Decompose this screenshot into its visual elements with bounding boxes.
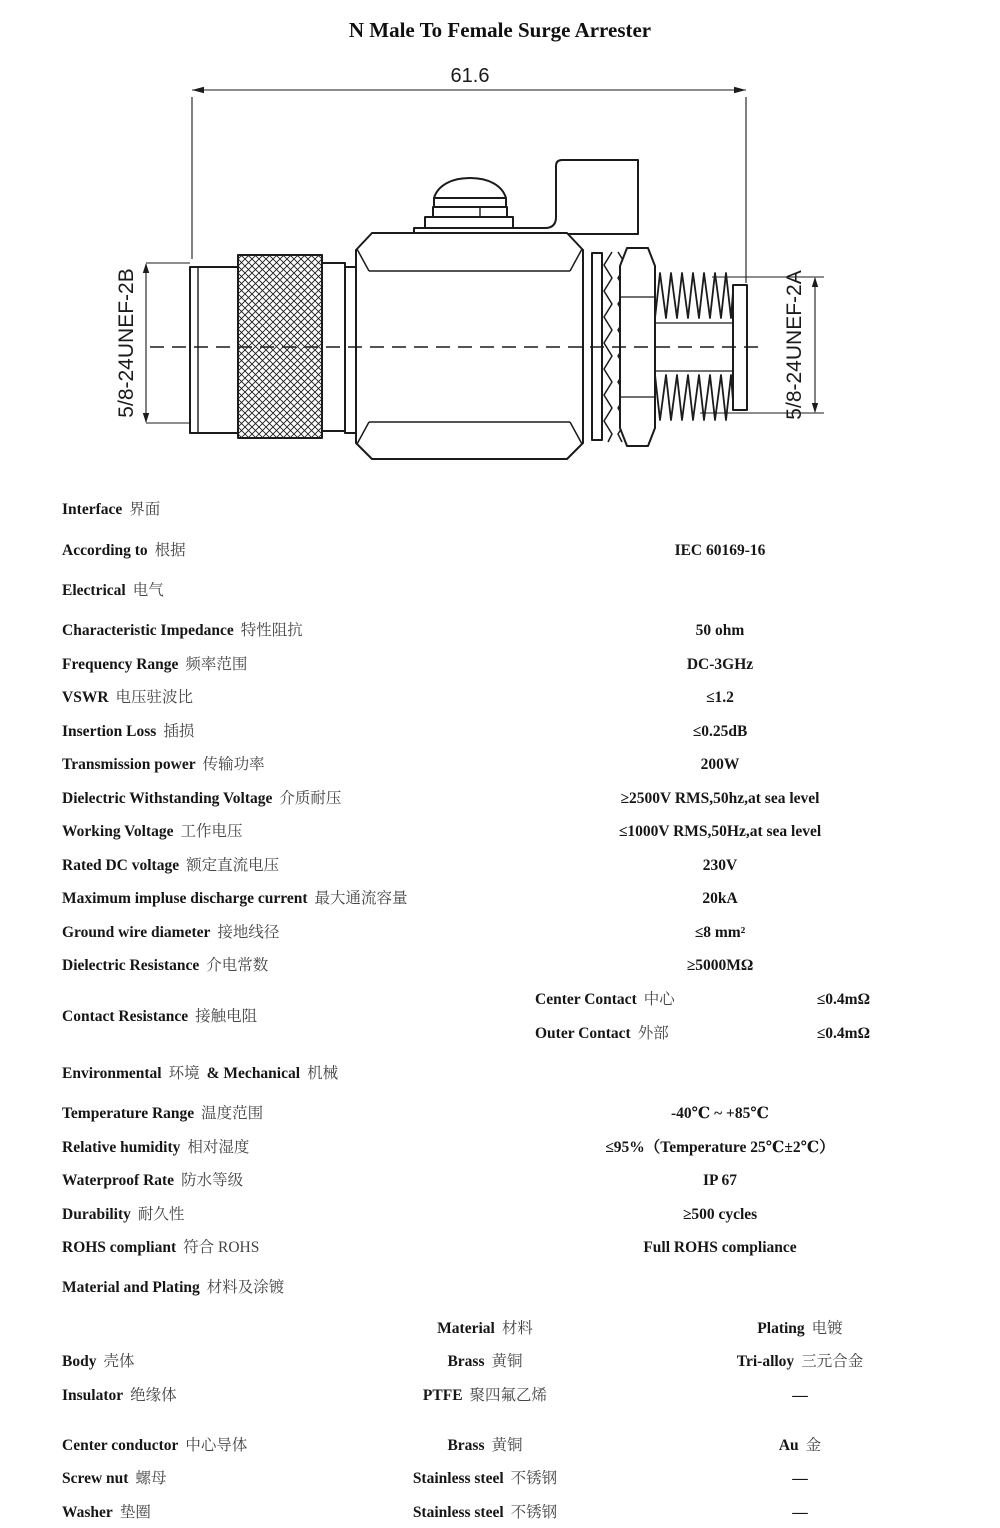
spec-label-cn: 特性阻抗 (240, 622, 303, 639)
spec-value: IP 67 (702, 1172, 738, 1189)
spec-label-cn: 温度范围 (201, 1105, 264, 1122)
section-header (0, 1064, 1000, 1084)
contact-sub-value: ≤0.4mΩ (816, 1024, 870, 1042)
plating-cell (655, 1436, 945, 1456)
material-row-label-en: Insulator (62, 1386, 124, 1404)
spec-row (0, 956, 1000, 976)
material-row-label-cn: 中心导体 (185, 1436, 248, 1454)
spec-label-cn: 额定直流电压 (186, 856, 280, 874)
material-row-label-cn: 垫圈 (119, 1503, 151, 1521)
left-thread-label: 5/8-24UNEF-2B (115, 268, 138, 418)
spec-value: Full ROHS compliance (643, 1239, 797, 1256)
spec-value: 230V (702, 856, 738, 874)
spec-row (0, 1319, 1000, 1339)
spec-label-en: Temperature Range (62, 1105, 195, 1122)
section-label-cn: 材料及涂镀 (206, 1279, 285, 1296)
section-label-cn: 界面 (129, 501, 161, 518)
spec-label-en: Frequency Range (62, 655, 179, 673)
spec-label-en: Characteristic Impedance (62, 622, 234, 639)
spec-row (0, 822, 1000, 842)
technical-drawing (0, 60, 1000, 480)
material-cell (320, 1352, 650, 1372)
spec-row (0, 789, 1000, 809)
plating-column-header (655, 1319, 945, 1339)
gas-tube-dome (425, 178, 513, 228)
contact-sub-label-cn: 中心 (643, 990, 675, 1008)
plating-value-en: Au (778, 1436, 799, 1454)
spec-value: IEC 60169-16 (674, 541, 766, 559)
plating-value-en: — (792, 1470, 808, 1487)
spec-row (0, 688, 1000, 708)
spec-value: ≤0.25dB (692, 722, 748, 740)
spec-label-cn: 工作电压 (180, 823, 243, 840)
plating-cell (655, 1386, 945, 1406)
material-row-label-en: Washer (62, 1503, 113, 1521)
section-header (0, 581, 1000, 601)
spec-value: 20kA (702, 890, 738, 907)
contact-sub-label-en: Center Contact (535, 990, 637, 1008)
spec-row (0, 923, 1000, 943)
contact-sub-label (535, 1024, 669, 1044)
page-title: N Male To Female Surge Arrester (348, 18, 652, 42)
spec-label-cn: 接触电阻 (195, 1007, 258, 1025)
plating-value-cn: 金 (805, 1436, 822, 1454)
spec-row (0, 889, 1000, 909)
spec-row (0, 1238, 1000, 1258)
material-value-cn: 不锈钢 (510, 1470, 558, 1487)
spec-label-cn: 频率范围 (185, 655, 248, 673)
plating-value-en: — (792, 1386, 808, 1404)
spec-label-en: Dielectric Resistance (62, 957, 200, 974)
right-thread-label: 5/8-24UNEF-2A (783, 270, 806, 420)
material-value-en: PTFE (422, 1386, 463, 1404)
hex-body (356, 233, 583, 459)
spec-label-cn: 传输功率 (202, 756, 265, 773)
spec-label-en: Maximum impluse discharge current (62, 890, 308, 907)
spec-row (0, 990, 1000, 1044)
material-row-label-en: Body (62, 1353, 97, 1370)
spec-label-en: Transmission power (62, 756, 196, 773)
section-label-cn: 机械 (307, 1064, 339, 1082)
section-label-cn: 环境 (168, 1064, 200, 1082)
part-outline (190, 160, 747, 459)
material-value-en: Brass (447, 1353, 485, 1370)
spec-row (0, 1352, 1000, 1372)
section-label-en: Material and Plating (62, 1279, 200, 1296)
spec-row (0, 856, 1000, 876)
spec-value: ≥2500V RMS,50hz,at sea level (620, 789, 820, 807)
spec-label-en: Working Voltage (62, 823, 174, 840)
spec-row (0, 621, 1000, 641)
material-cell (320, 1469, 650, 1489)
plating-value-en: — (792, 1503, 808, 1521)
contact-sub-label (535, 990, 675, 1010)
material-value-cn: 黄铜 (491, 1353, 523, 1370)
contact-sub-value: ≤0.4mΩ (816, 990, 870, 1008)
plating-cell (655, 1352, 945, 1372)
plating-header-cn: 电镀 (811, 1319, 843, 1337)
spec-row (0, 1205, 1000, 1225)
contact-sub-label-cn: 外部 (637, 1024, 669, 1042)
spec-label-cn: 符合 ROHS (183, 1239, 260, 1256)
material-value-cn: 不锈钢 (510, 1503, 558, 1521)
spec-row (0, 1171, 1000, 1191)
spec-label-cn: 最大通流容量 (314, 890, 408, 907)
spec-label-cn: 相对湿度 (187, 1138, 250, 1156)
spec-row (0, 541, 1000, 561)
spec-label-en: Contact Resistance (62, 1007, 189, 1025)
plating-header-en: Plating (757, 1319, 805, 1337)
plating-value-en: Tri-alloy (736, 1353, 795, 1370)
spec-label (62, 1007, 257, 1027)
material-value-cn: 黄铜 (491, 1436, 523, 1454)
plating-value-cn: 三元合金 (801, 1353, 864, 1370)
section-label-cn: 电气 (132, 581, 164, 599)
material-cell (320, 1386, 650, 1406)
overall-length-dim-label: 61.6 (450, 65, 490, 87)
spec-row (0, 722, 1000, 742)
spec-value: ≥5000MΩ (686, 957, 754, 974)
spec-row (0, 655, 1000, 675)
spec-label-en: According to (62, 541, 148, 559)
material-value-en: Brass (447, 1436, 485, 1454)
section-label-en: Environmental (62, 1064, 162, 1082)
material-value-cn: 聚四氟乙烯 (469, 1386, 548, 1404)
spec-row (0, 1436, 1000, 1456)
spec-value: ≤95%（Temperature 25℃±2℃） (605, 1138, 835, 1156)
material-row-label-en: Center conductor (62, 1436, 179, 1454)
spec-value: ≥500 cycles (682, 1205, 758, 1223)
spec-label-en: Relative humidity (62, 1138, 181, 1156)
spec-label-cn: 耐久性 (137, 1205, 185, 1223)
spec-label-cn: 接地线径 (217, 923, 280, 941)
spec-label-cn: 介电常数 (206, 957, 269, 974)
plating-cell (655, 1503, 945, 1523)
spec-label-en: Durability (62, 1205, 131, 1223)
section-header (0, 500, 1000, 520)
material-column-header (320, 1319, 650, 1339)
spec-label-en: ROHS compliant (62, 1239, 177, 1256)
spec-row (0, 1469, 1000, 1489)
section-header (0, 1278, 1000, 1298)
spec-label-cn: 防水等级 (181, 1172, 244, 1189)
spec-label-cn: 电压驻波比 (115, 689, 194, 706)
spec-row (0, 1386, 1000, 1406)
spec-value: ≤1.2 (706, 689, 734, 706)
spec-label-cn: 介质耐压 (279, 789, 342, 807)
material-value-en: Stainless steel (412, 1503, 504, 1521)
section-label-en: Electrical (62, 581, 126, 599)
spec-label-cn: 插损 (163, 722, 195, 740)
spec-value: ≤8 mm² (694, 923, 746, 941)
spec-value: 200W (700, 756, 740, 773)
contact-sub-label-en: Outer Contact (535, 1024, 631, 1042)
spec-value: ≤1000V RMS,50Hz,at sea level (618, 823, 822, 840)
material-cell (320, 1503, 650, 1523)
spec-row (0, 1503, 1000, 1523)
spec-row (0, 755, 1000, 775)
section-label-en: Interface (62, 501, 123, 518)
spec-row (0, 1138, 1000, 1158)
spec-row (0, 1104, 1000, 1124)
spec-label-en: Dielectric Withstanding Voltage (62, 789, 273, 807)
material-value-en: Stainless steel (412, 1470, 504, 1487)
spec-label-en: Ground wire diameter (62, 923, 211, 941)
material-cell (320, 1436, 650, 1456)
material-header-en: Material (437, 1319, 495, 1337)
material-row-label-cn: 绝缘体 (130, 1386, 177, 1404)
material-header-cn: 材料 (501, 1319, 533, 1337)
spec-list (0, 480, 1000, 1523)
material-row-label-en: Screw nut (62, 1470, 129, 1487)
plating-cell (655, 1469, 945, 1489)
material-row-label-cn: 壳体 (103, 1353, 135, 1370)
spec-label-cn: 根据 (154, 541, 186, 559)
spec-label-en: Insertion Loss (62, 722, 157, 740)
material-row-label-cn: 螺母 (135, 1470, 167, 1487)
spec-value: 50 ohm (695, 622, 745, 639)
spec-value: DC-3GHz (686, 655, 754, 673)
section-label-en: & Mechanical (206, 1064, 301, 1082)
spec-value: -40℃ ~ +85℃ (671, 1105, 769, 1122)
spec-label-en: Waterproof Rate (62, 1172, 175, 1189)
spec-label-en: VSWR (62, 689, 109, 706)
spec-label-en: Rated DC voltage (62, 856, 180, 874)
